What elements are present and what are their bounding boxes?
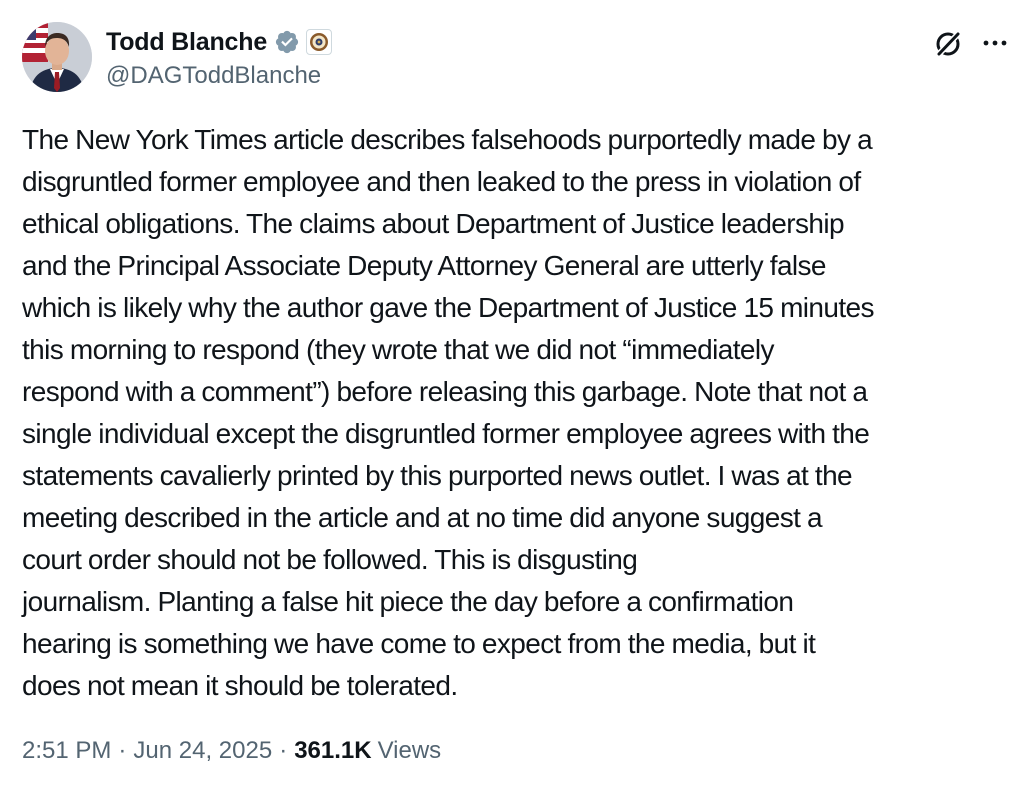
author-name-row (106, 26, 332, 58)
post-text-line: this morning to respond (they wrote that we did not “immediately (22, 334, 774, 365)
post-text-line: hearing is something we have come to expect from the media, but it (22, 628, 816, 659)
post-metadata (22, 737, 441, 765)
more-icon[interactable] (982, 36, 1008, 50)
grok-icon[interactable] (932, 28, 964, 60)
views-count: 361.1K (294, 737, 372, 764)
meta-separator: · (279, 737, 288, 764)
doj-seal-icon[interactable] (306, 29, 332, 55)
post-text-line: The New York Times article describes falsehoods purportedly made by a (22, 124, 873, 155)
avatar[interactable] (22, 22, 92, 92)
post-text-line: single individual except the disgruntled former employee agrees with the (22, 418, 870, 449)
post-text-line: court order should not be followed. This is disgusting (22, 544, 638, 575)
post-text-line: statements cavalierly printed by this purported news outlet. I was at the (22, 460, 853, 491)
avatar-image (22, 22, 92, 92)
post-text-line: journalism. Planting a false hit piece the day before a confirmation (22, 586, 794, 617)
verified-badge-icon[interactable] (274, 29, 300, 55)
post-text-line: which is likely why the author gave the Department of Justice 15 minutes (22, 292, 874, 323)
post-text (22, 119, 1018, 707)
post-text-line: meeting described in the article and at no time did anyone suggest a (22, 502, 822, 533)
display-name[interactable]: Todd Blanche (106, 27, 268, 56)
author-handle[interactable]: @DAGToddBlanche (106, 62, 322, 89)
post-text-line: and the Principal Associate Deputy Attorney General are utterly false (22, 250, 826, 281)
post-text-line: does not mean it should be tolerated. (22, 670, 458, 701)
post-text-line: disgruntled former employee and then leaked to the press in violation of (22, 166, 861, 197)
post-text-line: respond with a comment”) before releasing this garbage. Note that not a (22, 376, 868, 407)
post-date[interactable]: Jun 24, 2025 (133, 737, 273, 764)
post-time[interactable]: 2:51 PM (22, 737, 112, 764)
post-text-line: ethical obligations. The claims about Department of Justice leadership (22, 208, 844, 239)
views-label: Views (377, 737, 442, 764)
meta-separator: · (118, 737, 127, 764)
